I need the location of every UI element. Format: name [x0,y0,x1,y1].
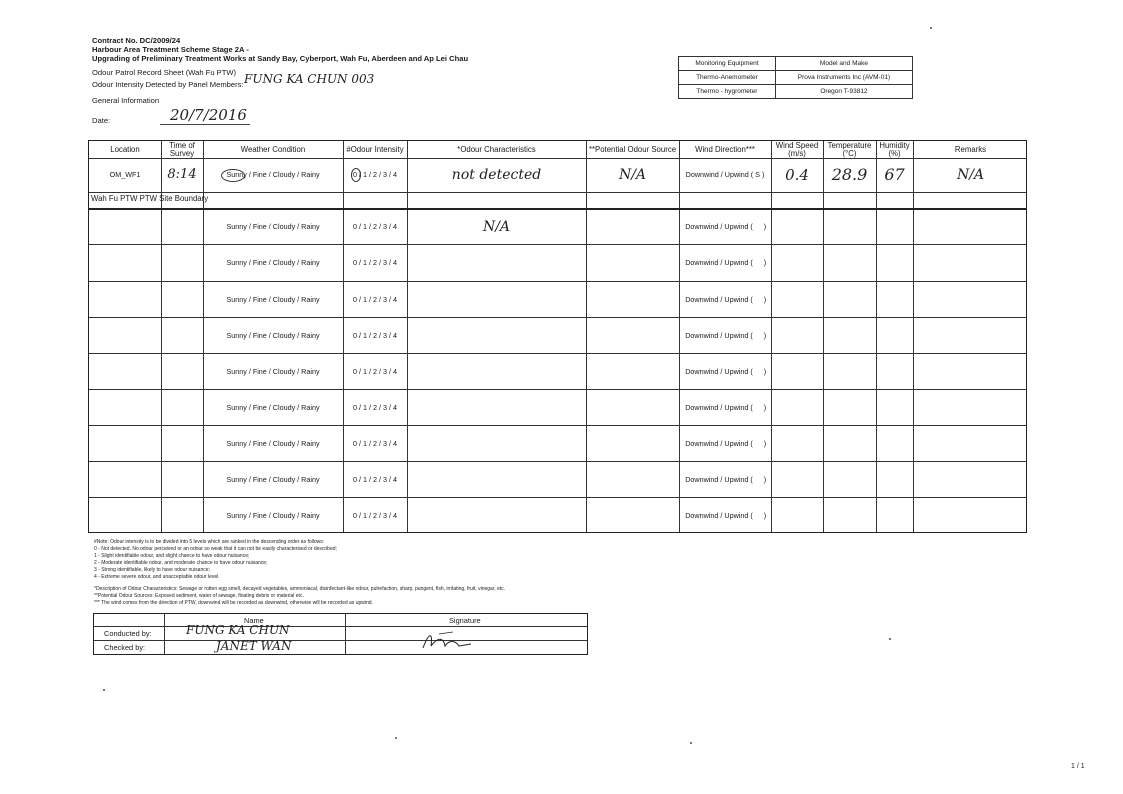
table-row [89,282,1028,317]
cell-intensity[interactable]: 0 / 1 / 2 / 3 / 4 [353,474,397,484]
cell-weather[interactable]: Sunny / Fine / Cloudy / Rainy [226,330,320,340]
date-label: Date: [92,116,111,125]
cell-characteristics[interactable]: not detected [451,167,542,183]
header-time: Time of Survey [169,140,195,158]
row-divider [89,192,1026,193]
table-row [89,318,1028,353]
cell-weather[interactable]: Sunny / Fine / Cloudy / Rainy [226,294,320,304]
cell-potential-source[interactable]: N/A [618,167,647,183]
odour-record-table [88,140,1027,533]
conducted-by-name[interactable]: FUNG KA CHUN [186,623,290,637]
cell-location[interactable]: OM_WF1 [109,170,141,179]
note-line: 3 - Strong identifiable, likely to have odour nuisance; [94,567,210,573]
cell-intensity[interactable]: 0 / 1 / 2 / 3 / 4 [353,402,397,412]
wind-direction-close: ) [763,474,767,484]
date-value[interactable]: 20/7/2016 [170,106,247,124]
scan-speck [889,638,891,640]
weather-selection-circle [221,169,245,182]
signoff-divider [164,614,165,654]
sheet-title: Odour Patrol Record Sheet (Wah Fu PTW) [92,68,237,77]
table-row [89,426,1028,461]
wind-direction-close: ) [763,221,767,231]
header-temperature: Temperature (°C) [827,140,872,158]
equipment-model: Oregon T-93812 [775,85,912,99]
signature-icon [419,628,479,654]
header-wind-speed: Wind Speed (m/s) [775,140,819,158]
monitoring-equipment-table [678,56,913,99]
table-row [89,209,1028,244]
checked-by-name[interactable]: JANET WAN [216,639,292,653]
cell-wind-speed[interactable]: 0.4 [785,166,809,184]
equipment-model: Prova Instruments Inc (AVM-01) [775,71,912,85]
cell-wind-direction[interactable]: Downwind / Upwind ( [685,366,753,376]
wind-direction-close: ) [763,294,767,304]
scan-speck [103,689,105,691]
cell-intensity[interactable]: 0 / 1 / 2 / 3 / 4 [353,366,397,376]
table-row [89,354,1028,389]
panel-members-value[interactable]: FUNG KA CHUN 003 [244,72,375,86]
cell-weather[interactable]: Sunny / Fine / Cloudy / Rainy [226,258,320,267]
note-line: 1 - Slight identifiable odour, and slight chance to have odour nuisance; [94,553,250,559]
note-line: **Potential Odour Sources: Exposed sediment, water of sewage, floating debris or material etc. [94,593,304,599]
equipment-header-row [679,57,913,71]
header-weather: Weather Condition [240,144,306,154]
checked-by-label: Checked by: [104,643,146,652]
cell-weather[interactable]: Sunny / Fine / Cloudy / Rainy [226,438,320,448]
cell-humidity[interactable]: 67 [884,165,905,184]
cell-wind-direction[interactable]: Downwind / Upwind ( [685,402,753,412]
header-intensity: #Odour Intensity [346,144,404,154]
cell-weather[interactable]: Sunny / Fine / Cloudy / Rainy [226,510,320,520]
date-underline [160,124,250,125]
equipment-row [679,85,913,99]
works-title: Upgrading of Preliminary Treatment Works at Sandy Bay, Cyberport, Wah Fu, Aberdeen and Ap Lei Chau [92,54,469,63]
signoff-signature-header: Signature [449,616,481,625]
signoff-divider [94,640,587,641]
note-line: *Description of Odour Characteristics: Sewage or rotten egg smell, decayed vegetables, ammoniacal, disinfectant-like odour, putrefaction, sharp, pungent, fish, irritating, fruit, vinegar, etc. [94,586,506,592]
table-row [89,390,1028,425]
table-row [89,245,1028,281]
note-line: 0 - Not detected. No odour perceived or an odour so weak that it can not be easily characterised or described; [94,546,337,552]
header-humidity: Humidity (%) [879,140,910,158]
cell-wind-direction[interactable]: Downwind / Upwind ( [685,510,753,520]
signoff-name-header: Name [244,616,264,625]
equipment-row [679,71,913,85]
scan-speck [930,27,932,29]
header-remarks: Remarks [954,144,987,154]
cell-weather[interactable]: Sunny / Fine / Cloudy / Rainy [226,170,320,179]
signoff-divider [94,626,587,627]
cell-characteristics[interactable]: N/A [482,218,511,235]
cell-intensity[interactable]: 0 / 1 / 2 / 3 / 4 [353,258,397,267]
wind-direction-close: ) [763,330,767,340]
note-line: 2 - Moderate identifiable odour, and moderate chance to have odour nuisance; [94,560,268,566]
cell-intensity[interactable]: 0 / 1 / 2 / 3 / 4 [353,438,397,448]
cell-temperature[interactable]: 28.9 [831,165,868,184]
cell-weather[interactable]: Sunny / Fine / Cloudy / Rainy [226,402,320,412]
equipment-header: Monitoring Equipment [679,57,776,71]
header-location: Location [110,144,140,154]
wind-direction-close: ) [763,402,767,412]
cell-intensity[interactable]: 0 / 1 / 2 / 3 / 4 [353,330,397,340]
panel-members-label: Odour Intensity Detected by Panel Members: [92,80,244,89]
header-characteristics: *Odour Characteristics [457,144,536,154]
cell-wind-direction[interactable]: Downwind / Upwind ( [685,438,753,448]
wind-direction-close: ) [763,366,767,376]
cell-intensity[interactable]: 0 / 1 / 2 / 3 / 4 [353,221,397,231]
table-row [89,498,1028,533]
general-information-label: General Information [92,96,160,105]
equipment-item: Thermo - hygrometer [679,85,776,99]
wind-direction-close: ) [763,510,767,520]
cell-intensity[interactable]: 0 / 1 / 2 / 3 / 4 [353,294,397,304]
header-potential-source: **Potential Odour Source [588,144,677,154]
cell-wind-direction[interactable]: Downwind / Upwind ( S ) [685,170,765,179]
site-boundary-label: Wah Fu PTW PTW Site Boundary [91,194,209,203]
cell-intensity[interactable]: 0 / 1 / 2 / 3 / 4 [353,170,397,179]
cell-remarks[interactable]: N/A [956,167,985,183]
contract-number: Contract No. DC/2009/24 [92,36,181,45]
scheme-title: Harbour Area Treatment Scheme Stage 2A - [92,45,249,54]
cell-weather[interactable]: Sunny / Fine / Cloudy / Rainy [226,474,320,484]
cell-wind-direction[interactable]: Downwind / Upwind ( [685,474,753,484]
signoff-table [93,613,588,655]
note-line: *** The wind comes from the direction of PTW, downwind will be recorded as downwind, otherwise will be recorded as upwind. [94,600,373,606]
cell-time[interactable]: 8:14 [167,167,197,182]
page-number: 1 / 1 [1071,763,1085,770]
conducted-by-label: Conducted by: [104,629,152,638]
note-line: 4 - Extreme severe odour, and unacceptable odour level. [94,574,220,580]
scan-speck [395,737,397,739]
cell-weather[interactable]: Sunny / Fine / Cloudy / Rainy [226,221,320,231]
signoff-divider [345,614,346,654]
cell-weather[interactable]: Sunny / Fine / Cloudy / Rainy [226,366,320,376]
note-line: #Note: Odour intensity is to be divided into 5 levels which are ranked in the descending order as follows: [94,539,325,545]
cell-intensity[interactable]: 0 / 1 / 2 / 3 / 4 [353,510,397,520]
model-header: Model and Make [775,57,912,71]
wind-direction-close: ) [763,438,767,448]
scan-speck [690,742,692,744]
equipment-item: Thermo-Anemometer [679,71,776,85]
intensity-selection-circle [351,168,361,182]
header-wind-direction: Wind Direction*** [695,144,755,154]
wind-direction-close: ) [763,258,767,267]
cell-wind-direction[interactable]: Downwind / Upwind ( [685,221,753,231]
cell-wind-direction[interactable]: Downwind / Upwind ( [685,258,753,267]
cell-wind-direction[interactable]: Downwind / Upwind ( [685,330,753,340]
table-row [89,462,1028,497]
cell-wind-direction[interactable]: Downwind / Upwind ( [685,294,753,304]
